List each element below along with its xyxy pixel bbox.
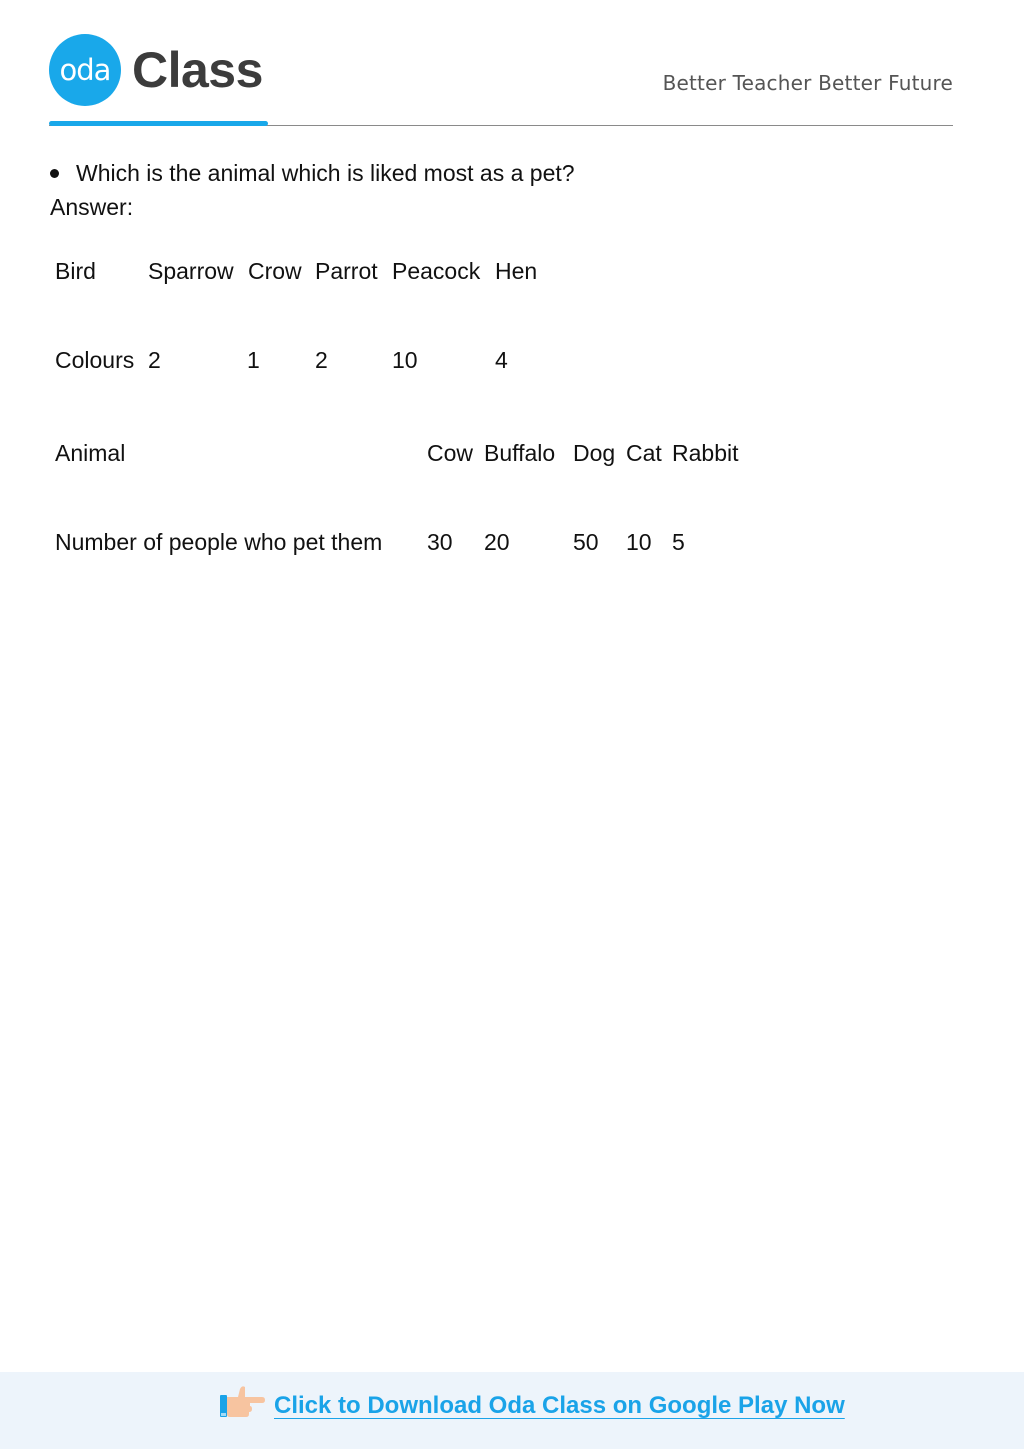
answer-label: Answer: — [50, 194, 134, 220]
download-banner — [0, 1372, 1024, 1449]
question-text: Which is the animal which is liked most as a pet? — [76, 160, 575, 186]
logo-wordmark: Class — [132, 42, 263, 98]
colour-value: 10 — [392, 347, 418, 373]
animal-name: Cow — [427, 440, 474, 466]
oda-logo-badge — [49, 34, 121, 106]
bird-name: Parrot — [315, 258, 378, 284]
question-item — [50, 158, 575, 188]
bird-name: Sparrow — [148, 258, 234, 284]
pet-count-value: 5 — [672, 529, 685, 555]
bird-name: Crow — [248, 258, 302, 284]
colour-value: 4 — [495, 347, 508, 373]
logo-badge-text: oda — [59, 53, 111, 87]
pet-count-row-label: Number of people who pet them — [55, 529, 383, 555]
header-accent-bar — [49, 121, 268, 126]
pet-count-value: 50 — [573, 529, 599, 555]
animal-name: Buffalo — [484, 440, 556, 466]
bullet-icon — [50, 169, 59, 178]
page-header — [0, 0, 1024, 130]
colours-row-label: Colours — [55, 347, 135, 373]
animal-name: Dog — [573, 440, 616, 466]
colour-value: 1 — [247, 347, 260, 373]
colour-value: 2 — [148, 347, 161, 373]
download-app-link[interactable]: Click to Download Oda Class on Google Play Now — [274, 1392, 845, 1419]
bird-name: Hen — [495, 258, 538, 284]
animal-row-label: Animal — [55, 440, 126, 466]
bird-row-label: Bird — [55, 258, 96, 284]
bird-name: Peacock — [392, 258, 481, 284]
pet-count-value: 10 — [626, 529, 652, 555]
pet-count-value: 30 — [427, 529, 453, 555]
animal-name: Cat — [626, 440, 662, 466]
pet-count-value: 20 — [484, 529, 510, 555]
colour-value: 2 — [315, 347, 328, 373]
animal-name: Rabbit — [672, 440, 739, 466]
tagline: Better Teacher Better Future — [662, 71, 953, 95]
pointing-hand-icon — [218, 1383, 266, 1421]
